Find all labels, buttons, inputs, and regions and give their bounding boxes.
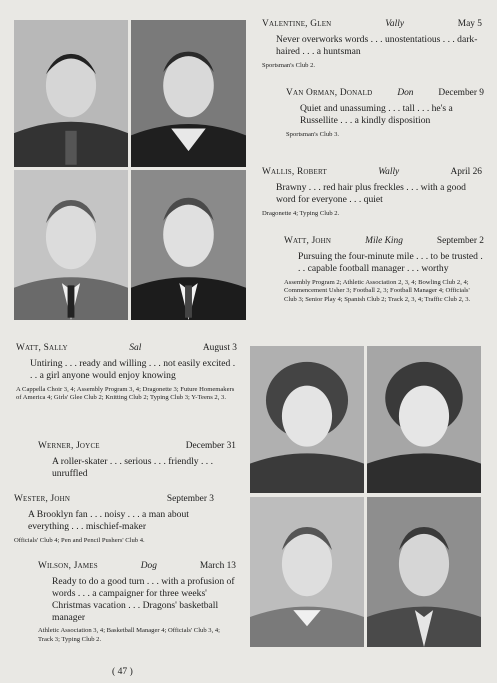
student-nickname: Vally bbox=[385, 19, 404, 29]
page-number: ( 47 ) bbox=[112, 666, 133, 677]
student-description: A Brooklyn fan . . . noisy . . . a man about everything . . . mischief-maker bbox=[28, 509, 189, 533]
portrait-werner-joyce bbox=[367, 346, 481, 493]
student-activities: Officials' Club 4; Pen and Pencil Pushers' Club 4. bbox=[14, 536, 145, 544]
student-activities: Dragonette 4; Typing Club 2. bbox=[262, 209, 340, 217]
student-name: Watt, Sally bbox=[16, 343, 68, 353]
entry-watt-john bbox=[284, 236, 484, 304]
entry-watt-sally bbox=[16, 343, 237, 403]
student-name: Wilson, James bbox=[38, 561, 98, 571]
student-description: Brawny . . . red hair plus freckles . . . with a good word for everyone . . . quiet bbox=[276, 182, 466, 206]
portrait-van-orman-donald bbox=[131, 20, 246, 167]
student-name: Van Orman, Donald bbox=[286, 88, 373, 98]
entry-van-orman-donald bbox=[286, 88, 484, 139]
student-description: Pursuing the four-minute mile . . . to be trusted . . . capable football manager . . . worthy bbox=[298, 251, 483, 275]
entry-wilson-james bbox=[38, 561, 236, 644]
student-activities: Sportsman's Club 2. bbox=[262, 61, 316, 69]
student-birthdate: March 13 bbox=[199, 561, 236, 571]
portrait-wilson-james bbox=[367, 497, 481, 647]
student-activities: Athletic Association 3, 4; Basketball Manager 4; Officials' Club 3, 4; Track 3; Typing Club 2. bbox=[38, 627, 220, 643]
entry-wallis-robert bbox=[262, 167, 482, 218]
student-nickname: Sal bbox=[129, 343, 142, 353]
student-description: Quiet and unassuming . . . tall . . . he's a Russellite . . . a kindly disposition bbox=[300, 103, 453, 127]
student-name: Valentine, Glen bbox=[262, 19, 332, 29]
student-birthdate: December 9 bbox=[438, 88, 484, 98]
student-birthdate: September 2 bbox=[436, 236, 484, 246]
student-birthdate: April 26 bbox=[450, 167, 482, 177]
student-description: Untiring . . . ready and willing . . . not easily excited . . . a girl anyone would enjoy knowing bbox=[30, 358, 236, 382]
portrait-wallis-robert bbox=[14, 170, 128, 320]
student-birthdate: May 5 bbox=[457, 19, 482, 29]
student-birthdate: September 3 bbox=[166, 494, 214, 504]
student-birthdate: December 31 bbox=[185, 441, 236, 451]
entry-valentine-glen bbox=[262, 19, 482, 70]
entry-wester-john bbox=[14, 494, 214, 545]
student-nickname: Wally bbox=[378, 167, 400, 177]
student-name: Wallis, Robert bbox=[262, 167, 327, 177]
student-nickname: Don bbox=[397, 88, 414, 98]
portrait-watt-john bbox=[131, 170, 246, 320]
student-name: Wester, John bbox=[14, 494, 71, 504]
student-nickname: Dog bbox=[140, 561, 157, 571]
portrait-valentine-glen bbox=[14, 20, 128, 167]
student-name: Watt, John bbox=[284, 236, 332, 246]
student-activities: Sportsman's Club 3. bbox=[286, 130, 340, 138]
student-birthdate: August 3 bbox=[202, 343, 237, 353]
student-description: A roller-skater . . . serious . . . friendly . . . unruffled bbox=[52, 456, 213, 480]
student-activities: Assembly Program 2; Athletic Association 2, 3, 4; Bowling Club 2, 4; Commencement Usher 3; Football 2, 3; Football Manager 4; Officials' Club 3; Senior Play 4; Spanish Club 2; Track 2, 3, 4; Traffic Club 2, 3. bbox=[284, 278, 471, 303]
student-name: Werner, Joyce bbox=[38, 441, 100, 451]
student-activities: A Cappella Choir 3, 4; Assembly Program 3, 4; Dragonette 3; Future Homemakers of America 4; Girls' Glee Club 2; Knitting Club 2; Typing Club 3; Y-Teens 2, 3. bbox=[16, 385, 235, 402]
student-description: Ready to do a good turn . . . with a profusion of words . . . a campaigner for three weeks' Christmas vacation . . . Dragons' basketball manager bbox=[52, 576, 235, 623]
student-nickname: Mile King bbox=[365, 236, 403, 246]
student-description: Never overworks words . . . unostentatious . . . dark-haired . . . a huntsman bbox=[276, 34, 478, 58]
portrait-wester-john bbox=[250, 497, 364, 647]
portrait-watt-sally bbox=[250, 346, 364, 493]
entry-werner-joyce bbox=[38, 441, 236, 480]
